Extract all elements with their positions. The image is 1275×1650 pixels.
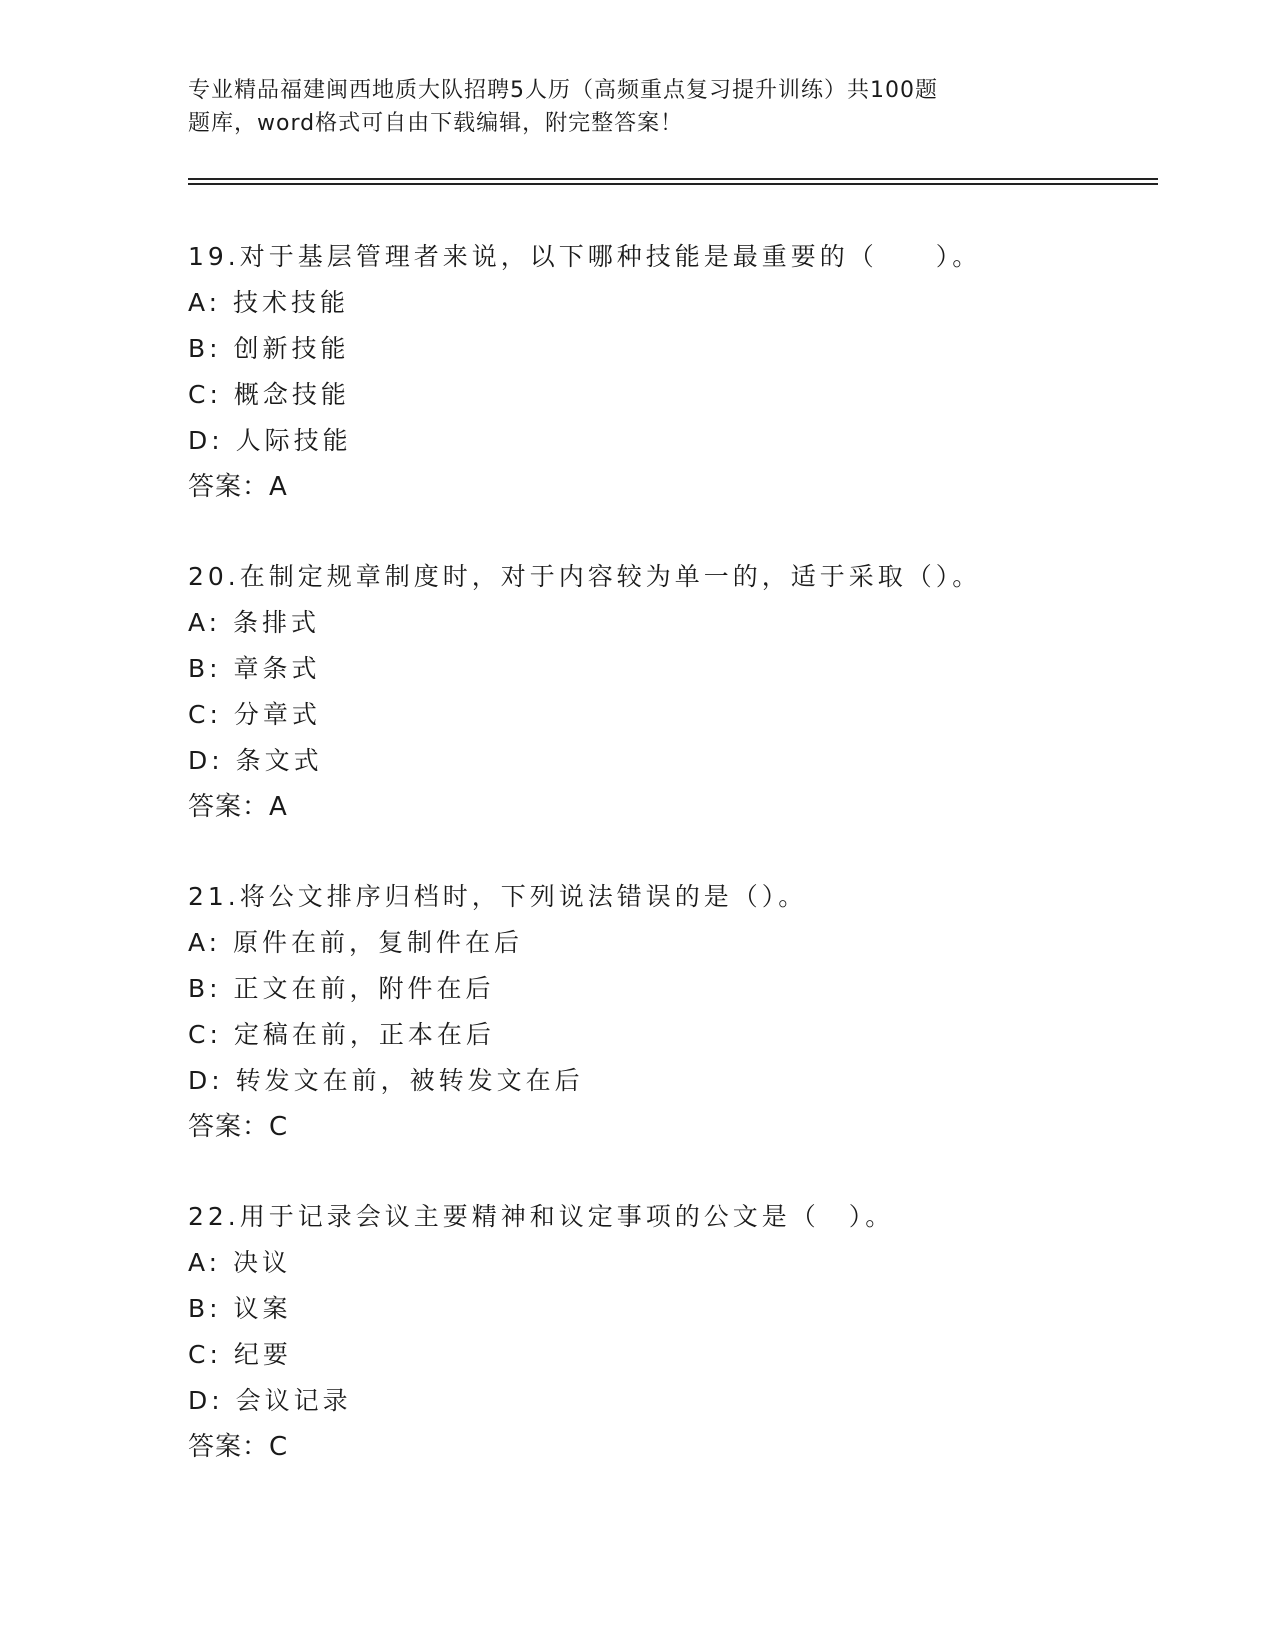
option-a: A: 决议 xyxy=(188,1248,292,1277)
option-c: C: 纪要 xyxy=(188,1340,292,1369)
option-b: B: 创新技能 xyxy=(188,334,350,363)
header-divider-bottom xyxy=(188,183,1158,185)
option-c: C: 定稿在前，正本在后 xyxy=(188,1020,495,1049)
option-a: A: 条排式 xyxy=(188,608,321,637)
question-stem: 21.将公文排序归档时，下列说法错误的是（）。 xyxy=(188,882,808,911)
answer-line: 答案：C xyxy=(188,1432,289,1462)
question-block xyxy=(188,554,1148,830)
question-block xyxy=(188,874,1148,1150)
header-divider-top xyxy=(188,178,1158,180)
answer-line: 答案：A xyxy=(188,472,288,502)
option-d: D: 条文式 xyxy=(188,746,323,775)
option-b: B: 正文在前，附件在后 xyxy=(188,974,495,1003)
question-block xyxy=(188,1194,1148,1470)
option-d: D: 会议记录 xyxy=(188,1386,352,1415)
option-b: B: 章条式 xyxy=(188,654,321,683)
option-c: C: 分章式 xyxy=(188,700,321,729)
header-title-line-1: 专业精品福建闽西地质大队招聘5人历（高频重点复习提升训练）共100题 xyxy=(188,78,938,103)
option-a: A: 原件在前，复制件在后 xyxy=(188,928,524,957)
option-d: D: 转发文在前，被转发文在后 xyxy=(188,1066,584,1095)
option-d: D: 人际技能 xyxy=(188,426,352,455)
question-stem: 22.用于记录会议主要精神和议定事项的公文是（ ）。 xyxy=(188,1202,895,1231)
question-stem: 20.在制定规章制度时，对于内容较为单一的，适于采取（）。 xyxy=(188,562,982,591)
option-b: B: 议案 xyxy=(188,1294,292,1323)
question-block xyxy=(188,234,1148,510)
answer-line: 答案：C xyxy=(188,1112,289,1142)
header-title-line-2: 题库，word格式可自由下载编辑，附完整答案！ xyxy=(188,111,684,136)
option-c: C: 概念技能 xyxy=(188,380,350,409)
question-stem: 19.对于基层管理者来说，以下哪种技能是最重要的（ ）。 xyxy=(188,242,982,271)
document-header xyxy=(188,74,1018,140)
option-a: A: 技术技能 xyxy=(188,288,350,317)
answer-line: 答案：A xyxy=(188,792,288,822)
